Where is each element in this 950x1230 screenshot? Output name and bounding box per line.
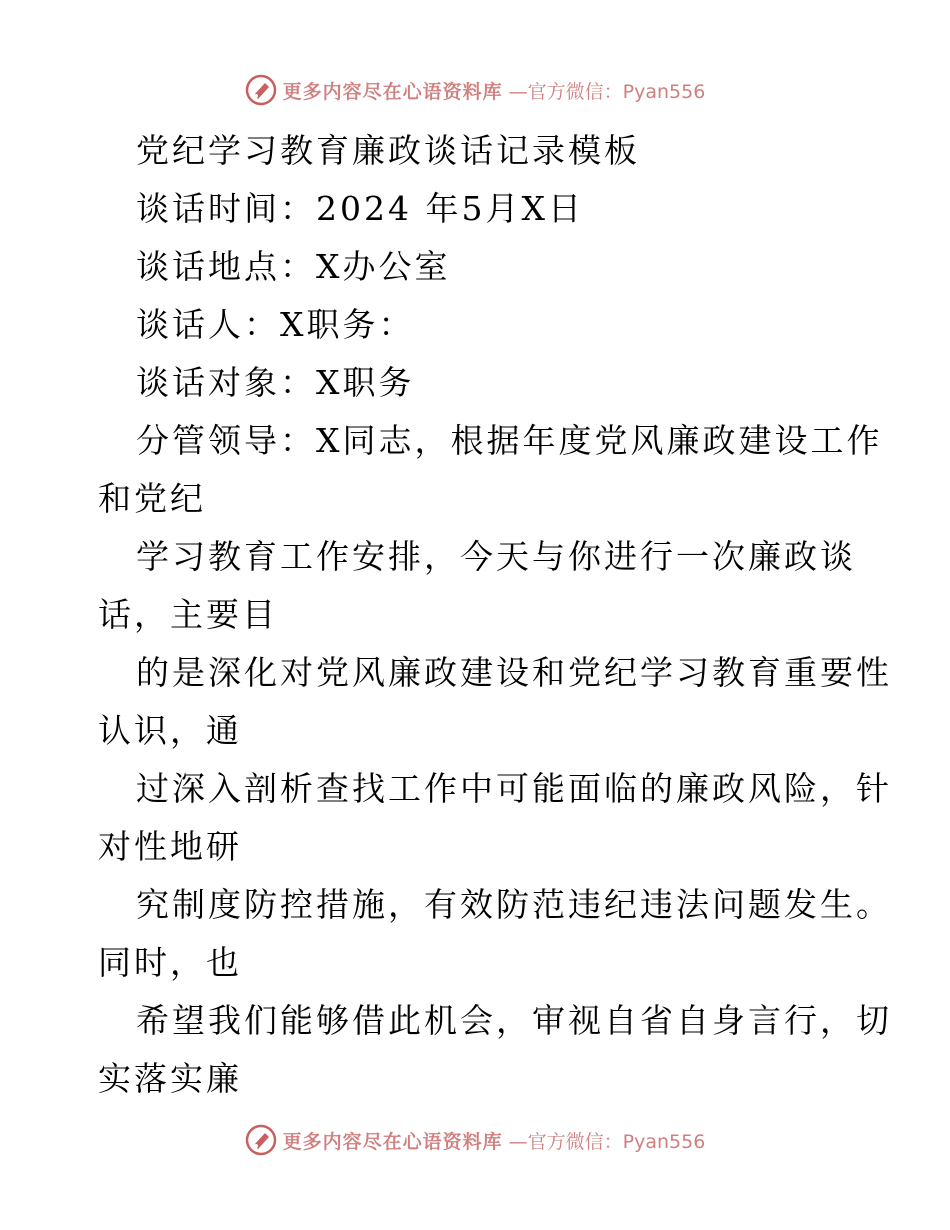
- paragraph-line: 认识，通: [98, 711, 242, 750]
- talk-target-line: 谈话对象：X职务: [136, 363, 415, 402]
- paragraph-line: 和党纪: [98, 479, 206, 518]
- talk-time-line: 谈话时间：2024 年5月X日: [136, 189, 584, 228]
- watermark-header: [0, 70, 950, 110]
- watermark-official-text: —官方微信：Pyan556: [508, 1130, 706, 1153]
- brand-logo-icon: [245, 74, 277, 106]
- brand-logo-icon: [245, 1124, 277, 1156]
- document-body: [0, 122, 950, 1108]
- watermark-brand-text: 更多内容尽在心语资料库: [282, 1130, 503, 1153]
- paragraph-line: 分管领导：X同志，根据年度党风廉政建设工作: [136, 421, 883, 460]
- watermark-brand-text: 更多内容尽在心语资料库: [282, 80, 503, 103]
- paragraph-line: 的是深化对党风廉政建设和党纪学习教育重要性: [136, 653, 892, 692]
- paragraph-line: 学习教育工作安排，今天与你进行一次廉政谈: [136, 537, 856, 576]
- paragraph-line: 过深入剖析查找工作中可能面临的廉政风险，针: [136, 769, 892, 808]
- paragraph-line: 实落实廉: [98, 1059, 242, 1098]
- talker-line: 谈话人：X职务：: [136, 305, 415, 344]
- watermark-footer: [0, 1120, 950, 1160]
- paragraph-line: 话，主要目: [98, 595, 278, 634]
- paragraph-line: 希望我们能够借此机会，审视自省自身言行，切: [136, 1001, 892, 1040]
- paragraph-line: 究制度防控措施，有效防范违纪违法问题发生。: [136, 885, 892, 924]
- paragraph-line: 对性地研: [98, 827, 242, 866]
- watermark-official-text: —官方微信：Pyan556: [508, 80, 706, 103]
- paragraph-line: 同时，也: [98, 943, 242, 982]
- document-title: 党纪学习教育廉政谈话记录模板: [136, 131, 640, 170]
- talk-location-line: 谈话地点：X办公室: [136, 247, 451, 286]
